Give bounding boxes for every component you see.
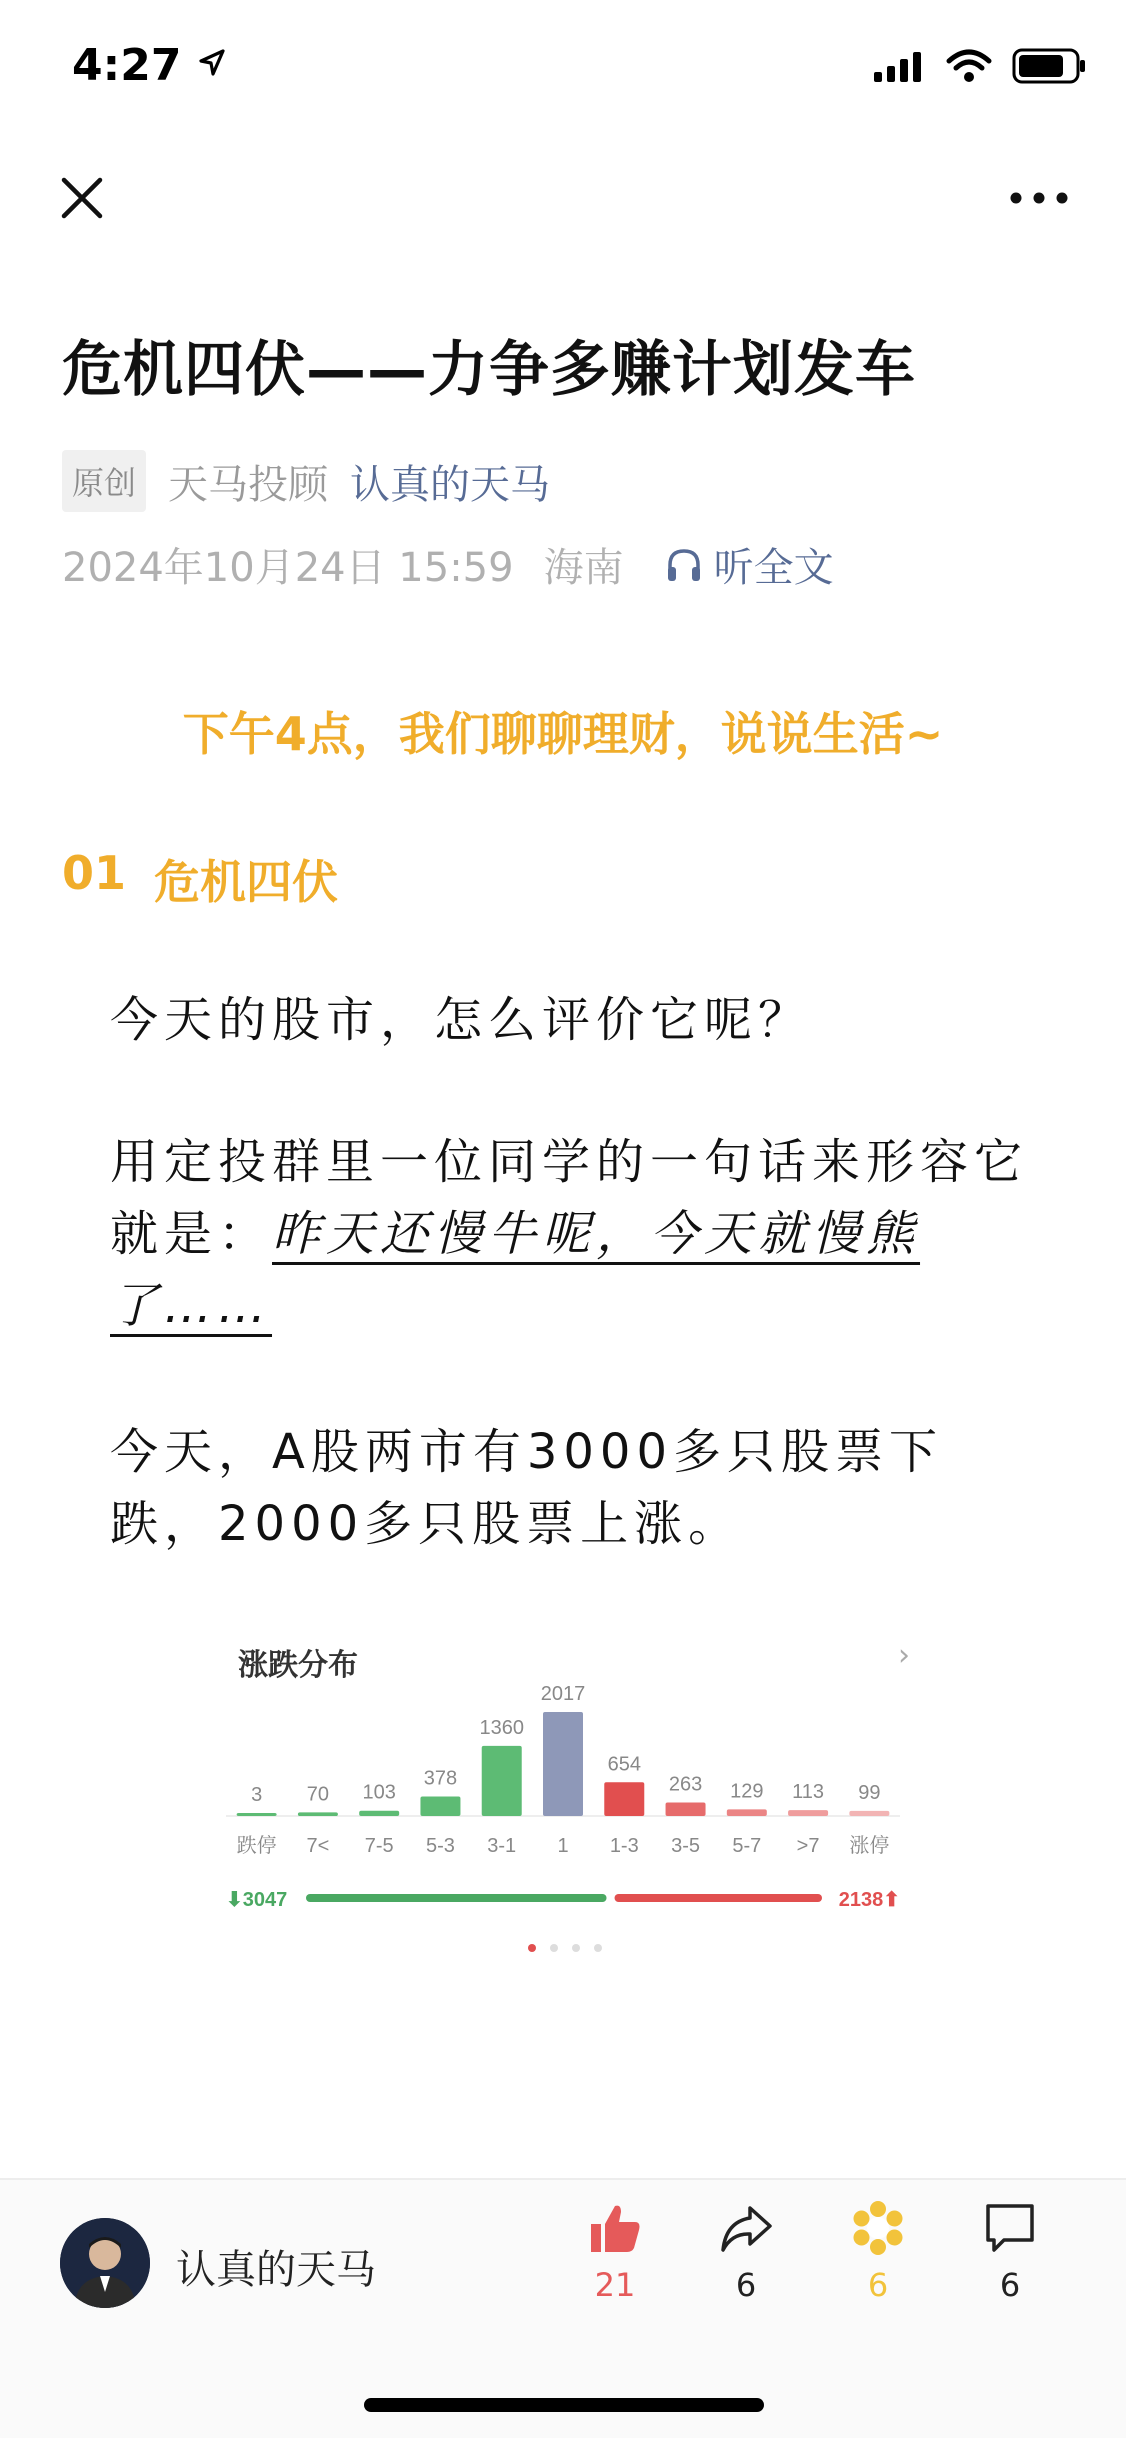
chart-value-label: 378 [423, 1767, 458, 1790]
carousel-dot [528, 1944, 536, 1952]
close-button[interactable] [52, 168, 112, 228]
article-meta-date [62, 536, 834, 593]
close-icon [52, 168, 112, 228]
chart-value-label: 263 [668, 1773, 703, 1796]
status-time [72, 40, 227, 91]
chart-bar [237, 1813, 277, 1816]
paragraph-2 [110, 1126, 1030, 1342]
headphones-icon [664, 545, 704, 585]
signal-icon [874, 50, 926, 86]
listen-label: 听全文 [713, 545, 834, 591]
chart-value-label: 113 [792, 1781, 825, 1804]
chart-value-label: 654 [607, 1753, 641, 1776]
chart-bar [788, 1810, 828, 1816]
chart-category-label: >7 [796, 1835, 820, 1857]
chart-category-label: 涨停 [849, 1835, 890, 1857]
status-icons [874, 48, 1086, 88]
chart-bar [543, 1712, 583, 1816]
section-number: 01 [62, 846, 127, 900]
chart-bar [604, 1782, 644, 1816]
chart-value-label: 2017 [540, 1683, 586, 1705]
paragraph-2-lead: 用定投群里一位同学的一句话来形容它就是： [110, 1134, 1029, 1262]
bottom-author-name[interactable]: 认真的天马 [176, 2247, 376, 2293]
chart-value-label: 103 [362, 1781, 396, 1804]
share-arrow-icon [718, 2200, 774, 2256]
chart-bar [849, 1811, 889, 1816]
wifi-icon [946, 49, 992, 87]
chart-category-label: 7-5 [364, 1835, 394, 1857]
location-arrow-icon [197, 40, 227, 91]
thumbs-up-icon [587, 2200, 643, 2256]
chart-category-label: 3-1 [487, 1835, 517, 1857]
rise-fall-distribution-chart[interactable] [210, 1620, 926, 1960]
chart-bar [666, 1802, 706, 1816]
chart-category-label: 跌停 [236, 1835, 277, 1857]
favorite-flower-icon [850, 2200, 906, 2256]
chart-bar [727, 1809, 767, 1816]
article-meta [62, 450, 550, 512]
chart-category-label: 1 [557, 1835, 569, 1857]
chart-bar [359, 1811, 399, 1816]
chart-category-label: 5-7 [732, 1835, 762, 1857]
article-title: 危机四伏——力争多赚计划发车 [62, 335, 916, 405]
paragraph-1: 今天的股市，怎么评价它呢？ [110, 992, 813, 1048]
like-count: 21 [594, 2266, 636, 2304]
chart-plot [210, 1620, 926, 1960]
share-count: 6 [735, 2266, 757, 2304]
publish-date: 2024年10月24日 15:59 [62, 545, 514, 591]
paragraph-2-quote: 昨天还慢牛呢，今天就慢熊了…… [110, 1206, 921, 1334]
account-name[interactable]: 天马投顾 [168, 461, 329, 508]
chart-more-chevron-icon[interactable]: › [898, 1638, 910, 1673]
paragraph-3: 今天，A股两市有3000多只股票下跌，2000多只股票上涨。 [110, 1424, 943, 1552]
original-tag: 原创 [62, 450, 146, 512]
share-button[interactable] [696, 2200, 796, 2304]
carousel-dot [572, 1944, 580, 1952]
author-avatar[interactable] [60, 2218, 150, 2308]
status-time-text: 4:27 [72, 40, 182, 91]
down-total-label: ⬇3047 [226, 1889, 288, 1911]
carousel-dot [550, 1944, 558, 1952]
chart-value-label: 1360 [479, 1716, 524, 1739]
chart-bar [482, 1746, 522, 1816]
chart-value-label: 70 [306, 1783, 330, 1806]
listen-button[interactable] [664, 536, 834, 593]
battery-icon [1012, 48, 1086, 88]
article-subtitle: 下午4点，我们聊聊理财，说说生活~ [182, 707, 944, 761]
comment-button[interactable] [960, 2200, 1060, 2304]
favorite-count: 6 [867, 2266, 889, 2304]
section-heading [62, 846, 338, 912]
chart-category-label: 7< [306, 1835, 330, 1857]
section-title: 危机四伏 [154, 855, 339, 909]
chart-category-label: 5-3 [426, 1835, 455, 1857]
home-indicator [364, 2398, 764, 2412]
chart-title: 涨跌分布 [238, 1648, 358, 1683]
author-link[interactable]: 认真的天马 [350, 461, 551, 508]
chart-category-label: 3-5 [671, 1835, 700, 1857]
chart-value-label: 99 [858, 1781, 881, 1804]
comment-bubble-icon [982, 2200, 1038, 2256]
chart-bar [298, 1812, 338, 1816]
more-dots-icon [1006, 178, 1072, 218]
comment-count: 6 [999, 2266, 1021, 2304]
carousel-dot [594, 1944, 602, 1952]
chart-value-label: 129 [730, 1780, 764, 1803]
chart-value-label: 3 [251, 1784, 263, 1806]
like-button[interactable] [565, 2200, 665, 2304]
chart-bar [420, 1797, 460, 1816]
favorite-button[interactable] [828, 2200, 928, 2304]
up-total-label: 2138⬆ [838, 1889, 900, 1911]
publish-location: 海南 [543, 545, 624, 591]
more-button[interactable] [1006, 178, 1072, 218]
chart-category-label: 1-3 [609, 1835, 639, 1857]
